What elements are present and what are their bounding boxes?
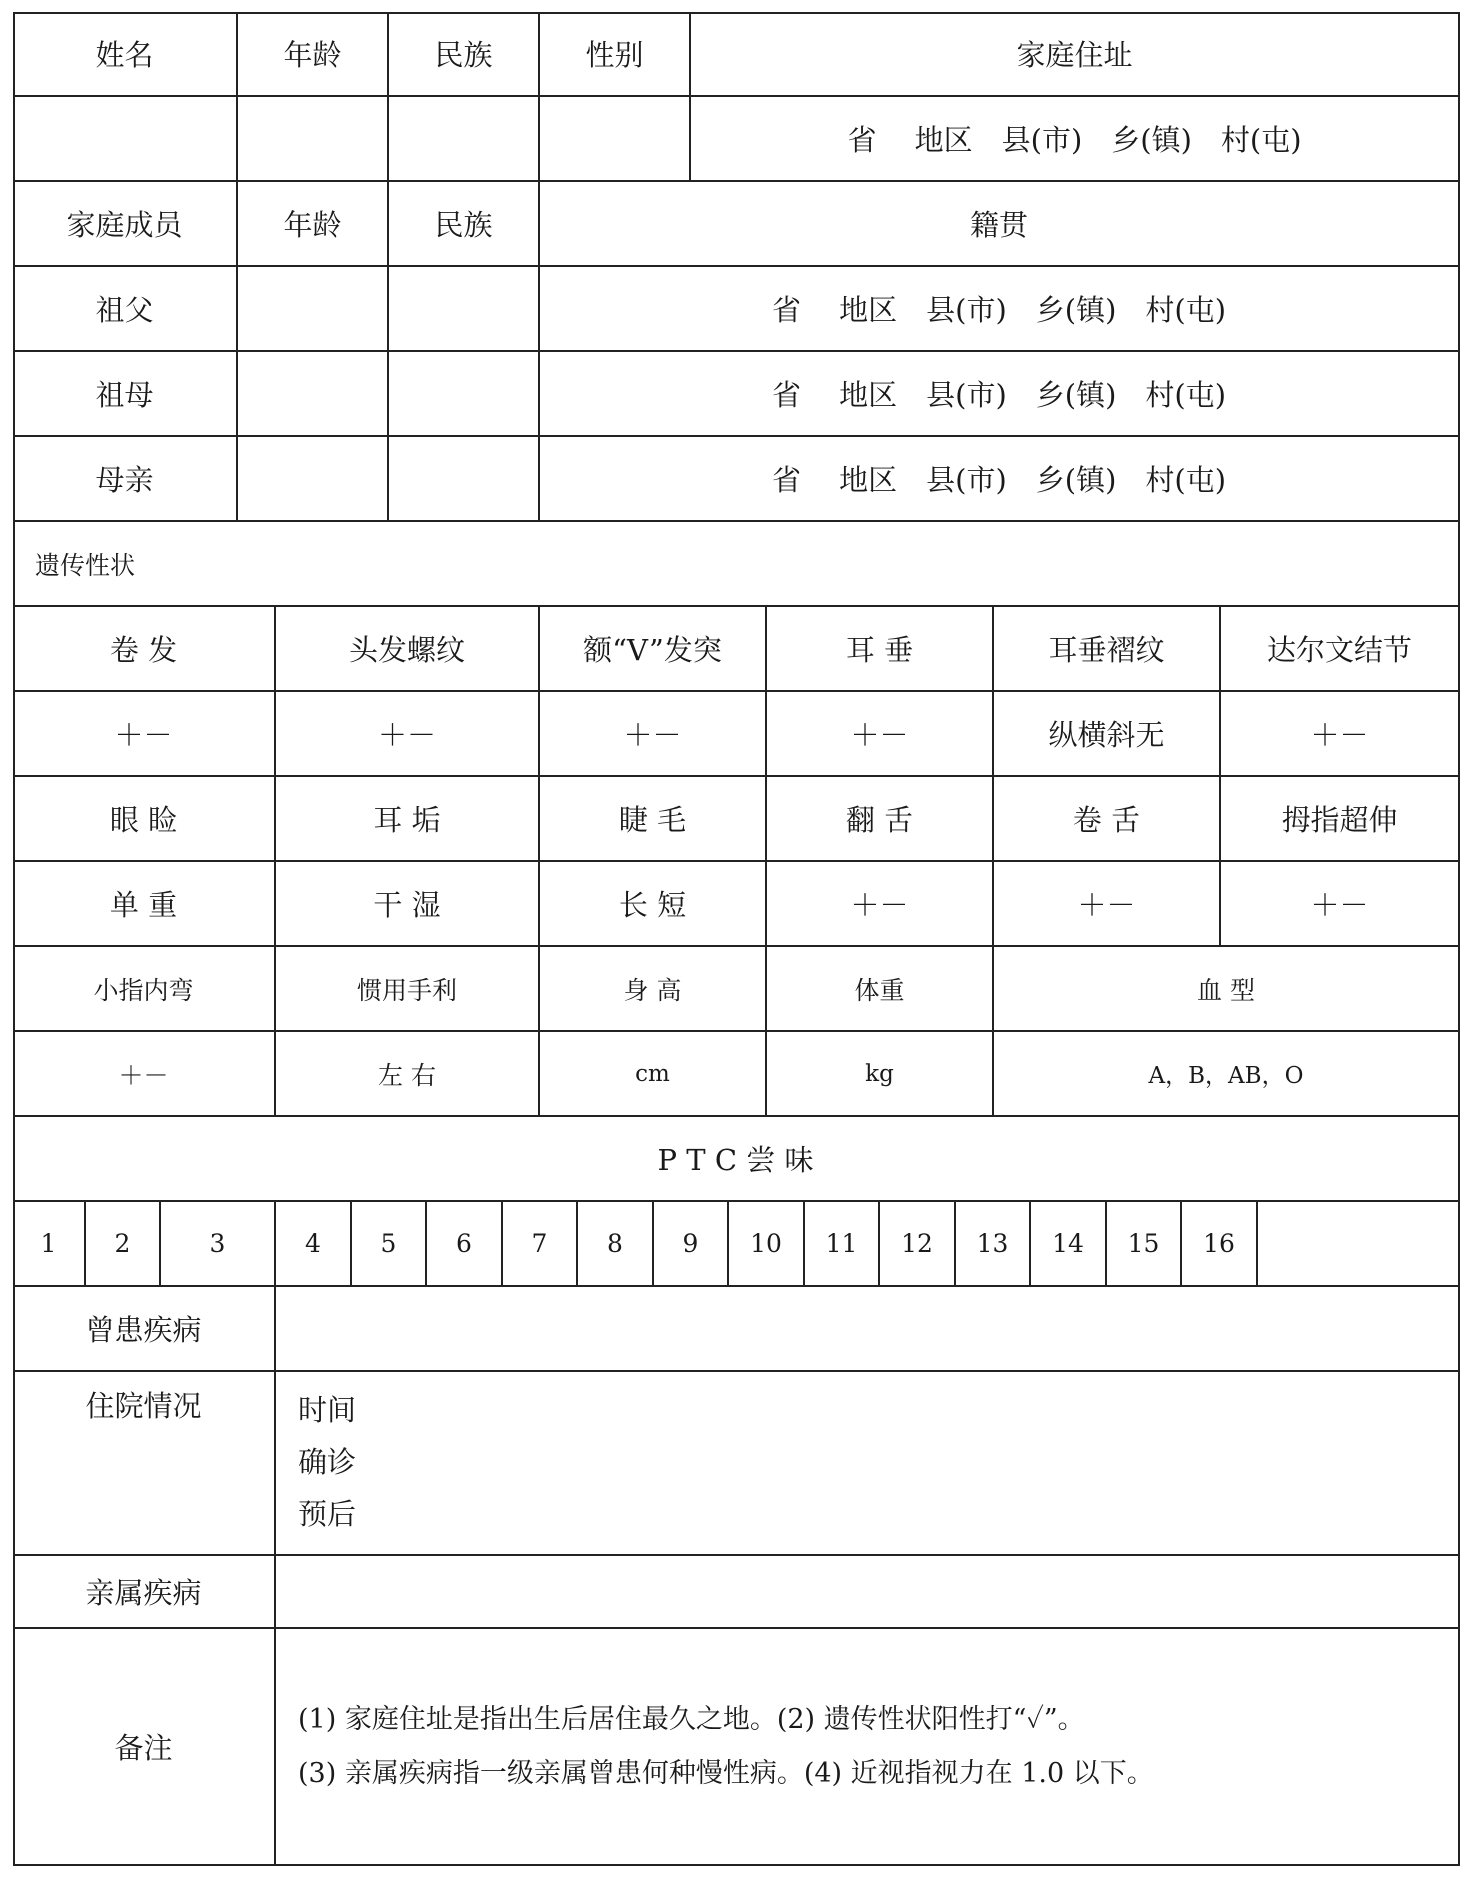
hospital-prognosis-label: 预后 [298, 1497, 357, 1531]
grandfather-ethnicity-field[interactable] [389, 267, 540, 352]
darwin-tubercle-option[interactable]: ＋－ [1221, 692, 1460, 777]
trait-eyelid: 眼 睑 [13, 777, 276, 862]
ptc-cell-4[interactable]: 4 [276, 1202, 352, 1287]
ptc-cell-6[interactable]: 6 [427, 1202, 503, 1287]
ptc-cell-9[interactable]: 9 [654, 1202, 729, 1287]
ptc-cell-extra[interactable] [1258, 1202, 1460, 1287]
gender-field[interactable] [540, 97, 691, 182]
ptc-cell-1[interactable]: 1 [13, 1202, 86, 1287]
family-row-grandmother: 祖母 [13, 352, 238, 437]
hospital-time-label: 时间 [298, 1393, 357, 1427]
thumb-hyperextension-option[interactable]: ＋－ [1221, 862, 1460, 947]
family-age-header: 年龄 [238, 182, 389, 267]
pinky-bend-option[interactable]: ＋－ [13, 1032, 276, 1117]
grandmother-ethnicity-field[interactable] [389, 352, 540, 437]
trait-curly-hair: 卷 发 [13, 607, 276, 692]
ptc-cell-8[interactable]: 8 [578, 1202, 654, 1287]
mother-origin-field[interactable]: 省 地区 县(市) 乡(镇) 村(屯) [540, 437, 1460, 522]
note-line-1: (1) 家庭住址是指出生后居住最久之地。(2) 遗传性状阳性打“✓”。 [298, 1703, 1085, 1735]
family-row-grandfather: 祖父 [13, 267, 238, 352]
ptc-cell-5[interactable]: 5 [352, 1202, 427, 1287]
grandmother-origin-field[interactable]: 省 地区 县(市) 乡(镇) 村(屯) [540, 352, 1460, 437]
ptc-cell-13[interactable]: 13 [956, 1202, 1031, 1287]
trait-pinky-bend: 小指内弯 [13, 947, 276, 1032]
ptc-cell-12[interactable]: 12 [880, 1202, 956, 1287]
trait-thumb-hyperextension: 拇指超伸 [1221, 777, 1460, 862]
past-diseases-label: 曾患疾病 [13, 1287, 276, 1372]
trait-earwax: 耳 垢 [276, 777, 540, 862]
mother-age-field[interactable] [238, 437, 389, 522]
header-name: 姓名 [13, 12, 238, 97]
ptc-cell-3[interactable]: 3 [161, 1202, 276, 1287]
trait-eyelash: 睫 毛 [540, 777, 767, 862]
blood-type-option[interactable]: A，B，AB，O [994, 1032, 1460, 1117]
tongue-roll-option[interactable]: ＋－ [994, 862, 1221, 947]
ptc-cell-16[interactable]: 16 [1182, 1202, 1258, 1287]
family-member-header: 家庭成员 [13, 182, 238, 267]
ptc-title: P T C 尝 味 [13, 1117, 1460, 1202]
ptc-cell-2[interactable]: 2 [86, 1202, 161, 1287]
past-diseases-field[interactable] [276, 1287, 1460, 1372]
relative-diseases-label: 亲属疾病 [13, 1556, 276, 1629]
name-field[interactable] [13, 97, 238, 182]
hospital-diagnosis-label: 确诊 [298, 1445, 357, 1479]
trait-widows-peak: 额“V”发突 [540, 607, 767, 692]
widows-peak-option[interactable]: ＋－ [540, 692, 767, 777]
ptc-cell-15[interactable]: 15 [1107, 1202, 1182, 1287]
earwax-option[interactable]: 干 湿 [276, 862, 540, 947]
grandmother-age-field[interactable] [238, 352, 389, 437]
trait-height: 身 高 [540, 947, 767, 1032]
trait-earlobe: 耳 垂 [767, 607, 994, 692]
trait-darwin-tubercle: 达尔文结节 [1221, 607, 1460, 692]
hair-whorl-option[interactable]: ＋－ [276, 692, 540, 777]
trait-earlobe-crease: 耳垂褶纹 [994, 607, 1221, 692]
tongue-flip-option[interactable]: ＋－ [767, 862, 994, 947]
trait-hair-whorl: 头发螺纹 [276, 607, 540, 692]
trait-handedness: 惯用手利 [276, 947, 540, 1032]
ptc-cell-10[interactable]: 10 [729, 1202, 805, 1287]
note-line-2: (3) 亲属疾病指一级亲属曾患何种慢性病。(4) 近视指视力在 1.0 以下。 [298, 1757, 1154, 1789]
header-gender: 性别 [540, 12, 691, 97]
hospitalization-field[interactable] [276, 1372, 1460, 1556]
mother-ethnicity-field[interactable] [389, 437, 540, 522]
header-address: 家庭住址 [691, 12, 1460, 97]
family-ethnicity-header: 民族 [389, 182, 540, 267]
grandfather-origin-field[interactable]: 省 地区 县(市) 乡(镇) 村(屯) [540, 267, 1460, 352]
traits-title: 遗传性状 [13, 522, 1460, 607]
handedness-option[interactable]: 左 右 [276, 1032, 540, 1117]
age-field[interactable] [238, 97, 389, 182]
ptc-cell-14[interactable]: 14 [1031, 1202, 1107, 1287]
hospitalization-label: 住院情况 [13, 1372, 276, 1556]
family-row-mother: 母亲 [13, 437, 238, 522]
earlobe-option[interactable]: ＋－ [767, 692, 994, 777]
family-origin-header: 籍贯 [540, 182, 1460, 267]
notes-content [276, 1629, 1460, 1866]
ptc-cell-7[interactable]: 7 [503, 1202, 578, 1287]
address-field[interactable]: 省 地区 县(市) 乡(镇) 村(屯) [691, 97, 1460, 182]
weight-field[interactable]: kg [767, 1032, 994, 1117]
trait-blood-type: 血 型 [994, 947, 1460, 1032]
ptc-cell-11[interactable]: 11 [805, 1202, 880, 1287]
header-ethnicity: 民族 [389, 12, 540, 97]
eyelid-option[interactable]: 单 重 [13, 862, 276, 947]
relative-diseases-field[interactable] [276, 1556, 1460, 1629]
height-field[interactable]: cm [540, 1032, 767, 1117]
trait-tongue-roll: 卷 舌 [994, 777, 1221, 862]
curly-hair-option[interactable]: ＋－ [13, 692, 276, 777]
eyelash-option[interactable]: 长 短 [540, 862, 767, 947]
trait-weight: 体重 [767, 947, 994, 1032]
earlobe-crease-option[interactable]: 纵横斜无 [994, 692, 1221, 777]
header-age: 年龄 [238, 12, 389, 97]
grandfather-age-field[interactable] [238, 267, 389, 352]
genetic-survey-form [13, 12, 1460, 1866]
trait-tongue-flip: 翻 舌 [767, 777, 994, 862]
notes-label: 备注 [13, 1629, 276, 1866]
ethnicity-field[interactable] [389, 97, 540, 182]
